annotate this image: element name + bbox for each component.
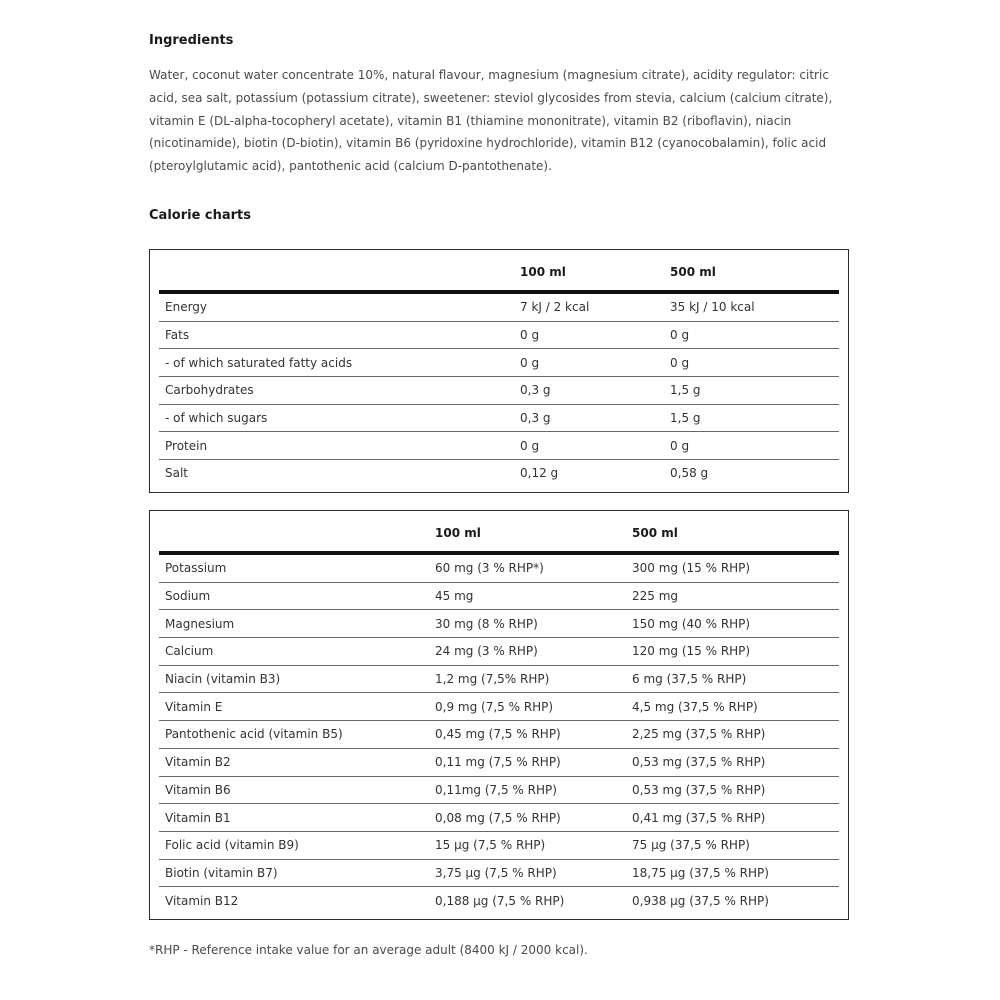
table-header-row xyxy=(159,254,839,292)
value-cell: 7 kJ / 2 kcal xyxy=(514,292,664,321)
column-header: 100 ml xyxy=(514,254,664,292)
table-row xyxy=(159,831,839,859)
nutrient-name-cell: Vitamin B6 xyxy=(159,776,429,804)
column-header xyxy=(159,254,514,292)
value-cell: 0,53 mg (37,5 % RHP) xyxy=(626,776,839,804)
nutrient-name-cell: Vitamin B1 xyxy=(159,804,429,832)
ingredients-heading: Ingredients xyxy=(149,33,234,48)
table-row xyxy=(159,721,839,749)
value-cell: 0,188 µg (7,5 % RHP) xyxy=(435,893,565,908)
nutrient-name-cell: Protein xyxy=(159,432,514,460)
value-cell: 18,75 µg (37,5 % RHP) xyxy=(626,859,839,887)
value-cell: 0,41 mg (37,5 % RHP) xyxy=(626,804,839,832)
value-cell: 0,938 µg (37,5 % RHP) xyxy=(632,893,769,908)
table-row xyxy=(159,292,839,321)
nutrient-name-cell: Sodium xyxy=(159,582,429,610)
table-row xyxy=(159,377,839,405)
calorie-charts-heading: Calorie charts xyxy=(149,208,252,223)
nutrient-name-cell: Vitamin B12 xyxy=(165,893,239,908)
value-cell: 3,75 µg (7,5 % RHP) xyxy=(429,859,626,887)
column-header: 100 ml xyxy=(429,515,626,553)
column-header: 500 ml xyxy=(664,254,839,292)
value-cell: 120 mg (15 % RHP) xyxy=(626,638,839,666)
value-cell: 2,25 mg (37,5 % RHP) xyxy=(626,721,839,749)
nutrient-name-cell: Biotin (vitamin B7) xyxy=(159,859,429,887)
value-cell: 0 g xyxy=(664,321,839,349)
table-header-row xyxy=(159,515,839,553)
value-cell: 60 mg (3 % RHP*) xyxy=(429,553,626,582)
value-cell: 0,11 mg (7,5 % RHP) xyxy=(429,748,626,776)
nutrient-name-cell: Carbohydrates xyxy=(159,377,514,405)
value-cell: 6 mg (37,5 % RHP) xyxy=(626,665,839,693)
value-cell: 150 mg (40 % RHP) xyxy=(626,610,839,638)
value-cell: 0,08 mg (7,5 % RHP) xyxy=(429,804,626,832)
value-cell: 0 g xyxy=(664,349,839,377)
nutrient-name-cell: Energy xyxy=(159,292,514,321)
table-row xyxy=(159,582,839,610)
nutrition-table xyxy=(159,254,839,487)
nutrient-name-cell: Vitamin B2 xyxy=(159,748,429,776)
minerals-vitamins-table-box xyxy=(149,510,849,920)
nutrient-name-cell: Magnesium xyxy=(159,610,429,638)
nutrient-name-cell: - of which saturated fatty acids xyxy=(159,349,514,377)
rhp-footnote: *RHP - Reference intake value for an average adult (8400 kJ / 2000 kcal). xyxy=(149,943,588,957)
nutrient-name-cell: - of which sugars xyxy=(159,404,514,432)
value-cell: 0,58 g xyxy=(670,466,709,481)
value-cell: 0 g xyxy=(514,349,664,377)
value-cell: 0,9 mg (7,5 % RHP) xyxy=(429,693,626,721)
nutrient-name-cell: Calcium xyxy=(159,638,429,666)
table-row xyxy=(159,804,839,832)
value-cell: 45 mg xyxy=(429,582,626,610)
value-cell: 75 µg (37,5 % RHP) xyxy=(626,831,839,859)
value-cell: 0,45 mg (7,5 % RHP) xyxy=(429,721,626,749)
value-cell: 0,12 g xyxy=(520,466,559,481)
value-cell: 0,3 g xyxy=(514,377,664,405)
table-row xyxy=(159,404,839,432)
value-cell: 0,11mg (7,5 % RHP) xyxy=(429,776,626,804)
column-header: 500 ml xyxy=(626,515,839,553)
value-cell: 35 kJ / 10 kcal xyxy=(664,292,839,321)
value-cell: 4,5 mg (37,5 % RHP) xyxy=(626,693,839,721)
table-row xyxy=(159,665,839,693)
value-cell: 30 mg (8 % RHP) xyxy=(429,610,626,638)
table-row xyxy=(159,610,839,638)
value-cell: 225 mg xyxy=(626,582,839,610)
nutrient-name-cell: Niacin (vitamin B3) xyxy=(159,665,429,693)
value-cell: 1,2 mg (7,5% RHP) xyxy=(429,665,626,693)
value-cell: 0 g xyxy=(514,321,664,349)
nutrient-name-cell: Potassium xyxy=(159,553,429,582)
nutrient-name-cell: Pantothenic acid (vitamin B5) xyxy=(159,721,429,749)
table-row xyxy=(159,693,839,721)
table-row xyxy=(159,321,839,349)
table-row xyxy=(159,432,839,460)
value-cell: 1,5 g xyxy=(664,377,839,405)
nutrient-name-cell: Fats xyxy=(159,321,514,349)
table-row xyxy=(159,887,839,914)
table-row xyxy=(159,460,839,487)
value-cell: 15 µg (7,5 % RHP) xyxy=(429,831,626,859)
minerals-vitamins-table xyxy=(159,515,839,914)
value-cell: 0 g xyxy=(664,432,839,460)
value-cell: 24 mg (3 % RHP) xyxy=(429,638,626,666)
nutrient-name-cell: Vitamin E xyxy=(159,693,429,721)
table-row xyxy=(159,638,839,666)
table-row xyxy=(159,859,839,887)
table-row xyxy=(159,553,839,582)
table-row xyxy=(159,776,839,804)
value-cell: 300 mg (15 % RHP) xyxy=(626,553,839,582)
nutrient-name-cell: Salt xyxy=(165,466,189,481)
value-cell: 0,53 mg (37,5 % RHP) xyxy=(626,748,839,776)
table-row xyxy=(159,349,839,377)
column-header xyxy=(159,515,429,553)
nutrition-table-box xyxy=(149,249,849,493)
value-cell: 1,5 g xyxy=(664,404,839,432)
nutrient-name-cell: Folic acid (vitamin B9) xyxy=(159,831,429,859)
table-row xyxy=(159,748,839,776)
value-cell: 0,3 g xyxy=(514,404,664,432)
ingredients-text: Water, coconut water concentrate 10%, natural flavour, magnesium (magnesium citrate), acidity regulator: citric acid, sea salt, potassium (potassium citrate), sweetener: steviol glycosides from stevia, calcium (calcium citrate), vitamin E (DL-alpha-tocopheryl acetate), vitamin B1 (thiamine mononitrate), vitamin B2 (riboflavin), niacin (nicotinamide), biotin (D-biotin), vitamin B6 (pyridoxine hydrochloride), vitamin B12 (cyanocobalamin), folic acid (pteroylglutamic acid), pantothenic acid (calcium D-pantothenate). xyxy=(149,68,833,174)
value-cell: 0 g xyxy=(514,432,664,460)
